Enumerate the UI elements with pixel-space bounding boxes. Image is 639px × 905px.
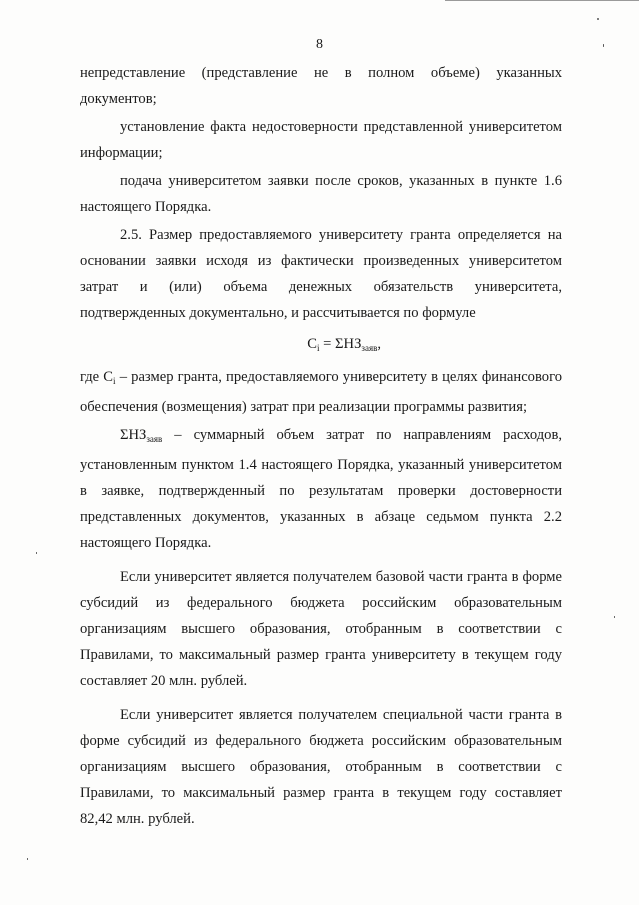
paragraph-1: непредставление (представление не в полном объеме) указанных документов; xyxy=(80,65,562,107)
scan-edge-line xyxy=(445,0,639,1)
paragraph-8: Если университет является получателем специальной части гранта в форме субсидий из федерального бюджета российским образовательным организациям высшего образования, отобранным в соответствии с Правилами, то максимальный размер гранта в текущем году составляет 82,42 млн. рублей. xyxy=(80,707,562,827)
formula-c: C xyxy=(307,336,317,352)
p5-sub: i xyxy=(113,376,116,386)
p5-rest: – размер гранта, предоставляемого университету в целях финансового обеспечения (возмещения) затрат при реализации программы развития; xyxy=(80,369,562,415)
paragraph-7: Если университет является получателем базовой части гранта в форме субсидий из федерального бюджета российским образовательным организациям высшего образования, отобранным в соответствии с Правилами, то максимальный размер гранта университету в текущем году составляет 20 млн. рублей. xyxy=(80,569,562,689)
paragraph-2: установление факта недостоверности представленной университетом информации; xyxy=(80,119,562,161)
p6-term: ΣНЗ xyxy=(120,427,147,443)
paragraph-3: подача университетом заявки после сроков, указанных в пункте 1.6 настоящего Порядка. xyxy=(80,173,562,215)
scan-speck xyxy=(597,18,599,20)
scan-speck xyxy=(27,858,28,860)
formula-sub-i: i xyxy=(317,343,320,353)
formula-tail: , xyxy=(377,336,381,352)
formula-sub-zayav: заяв xyxy=(361,343,378,353)
paragraph-5 xyxy=(80,364,562,420)
formula xyxy=(80,331,562,361)
paragraph-4: 2.5. Размер предоставляемого университету гранта определяется на основании заявки исходя из фактически произведенных университетом затрат и (или) объема денежных обязательств университета, подтвержденных документально, и рассчитывается по формуле xyxy=(80,227,562,321)
paragraph-6 xyxy=(80,422,562,556)
p6-sub: заяв xyxy=(146,434,163,444)
p6-rest: – суммарный объем затрат по направлениям расходов, установленным пунктом 1.4 настоящего Порядка, указанный университетом в заявке, подтвержденный по результатам проверки достоверности представленных документов, указанных в абзаце седьмом пункта 2.2 настоящего Порядка. xyxy=(80,427,562,551)
p5-lead: где C xyxy=(80,369,114,385)
body-text xyxy=(80,60,562,832)
formula-eq: = ΣНЗ xyxy=(319,336,362,352)
page-number: 8 xyxy=(316,37,323,52)
scan-speck xyxy=(36,552,37,554)
scan-speck xyxy=(614,616,615,618)
